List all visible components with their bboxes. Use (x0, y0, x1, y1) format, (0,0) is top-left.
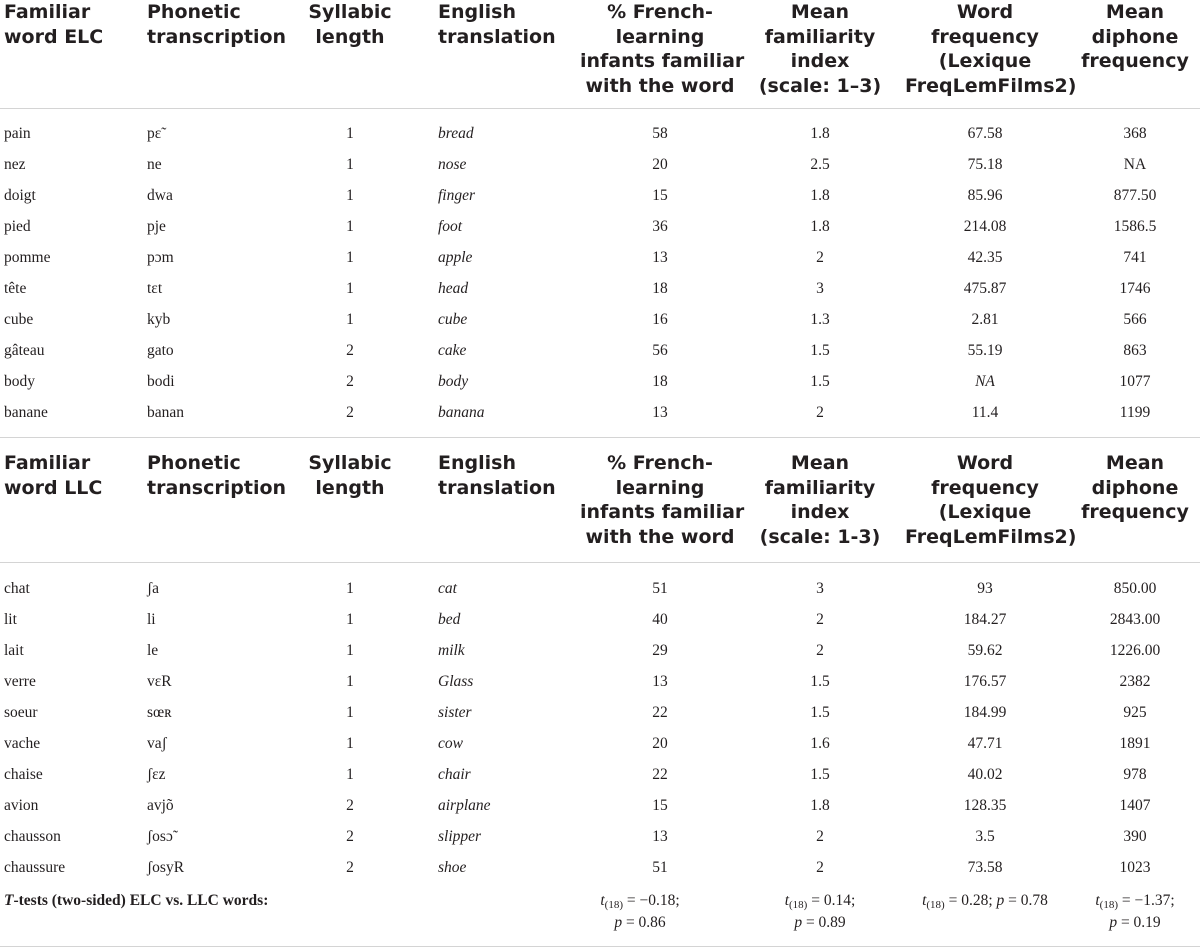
cell-diphone-frequency: 368 (1123, 125, 1147, 142)
cell-phonetic-transcription: kyb (147, 311, 171, 328)
column-header-line: learning (615, 476, 705, 499)
cell-diphone-frequency: 1077 (1119, 373, 1151, 390)
cell-phonetic-transcription: bodi (147, 373, 175, 390)
column-header-line: infants familiar (580, 50, 745, 72)
cell-phonetic-transcription: ne (147, 156, 162, 173)
cell-percent-familiar: 22 (652, 704, 668, 721)
cell-word-frequency: 2.81 (971, 311, 999, 328)
cell-familiarity-index: 2.5 (810, 156, 830, 173)
cell-diphone-frequency: 978 (1123, 766, 1147, 783)
column-header-line: transcription (147, 476, 287, 499)
cell-syllabic-length: 1 (346, 311, 354, 328)
column-header-line: transcription (147, 25, 287, 48)
ttest-familiarity: $t_{(18)} = 0.14$; p = 0.89 (784, 892, 856, 931)
cell-phonetic-transcription: vɛR (147, 673, 172, 690)
column-header-line: Syllabic (308, 1, 392, 23)
cell-familiarity-index: 2 (816, 249, 824, 266)
cell-familiar-word: gâteau (4, 342, 45, 359)
cell-english-translation: cat (438, 580, 457, 597)
column-header-line: English (438, 1, 516, 23)
cell-word-frequency: 93 (977, 580, 993, 597)
cell-diphone-frequency: NA (1123, 156, 1147, 173)
cell-familiar-word: lait (4, 642, 24, 659)
cell-percent-familiar: 16 (652, 311, 668, 328)
column-header-familiar-word (4, 0, 134, 49)
cell-word-frequency: 176.57 (963, 673, 1007, 690)
cell-word-frequency: NA (975, 373, 995, 390)
cell-familiarity-index: 3 (816, 280, 824, 297)
cell-percent-familiar: 22 (652, 766, 668, 783)
cell-familiar-word: avion (4, 797, 39, 814)
cell-word-frequency: 128.35 (963, 797, 1007, 814)
column-header-line: learning (615, 25, 705, 48)
cell-diphone-frequency: 877.50 (1113, 187, 1157, 204)
cell-familiarity-index: 2 (816, 859, 824, 876)
column-header-line: diphone (1091, 25, 1179, 48)
column-header-line: Mean (1105, 452, 1165, 474)
cell-phonetic-transcription: pɛ̃ (147, 125, 162, 142)
cell-syllabic-length: 2 (346, 797, 354, 814)
cell-syllabic-length: 2 (346, 373, 354, 390)
column-header-line: Phonetic (147, 1, 241, 23)
cell-word-frequency: 47.71 (967, 735, 1003, 752)
column-header-line: diphone (1091, 476, 1179, 499)
cell-familiarity-index: 1.5 (810, 704, 830, 721)
cell-familiarity-index: 1.8 (810, 125, 830, 142)
column-header-line: index (790, 50, 850, 72)
ttest-diphone-frequency: $t_{(18)} = -1.37$; p = 0.19 (1095, 892, 1175, 931)
cell-english-translation: apple (438, 249, 473, 266)
column-header-line: translation (438, 476, 556, 499)
column-header-line: index (790, 501, 850, 523)
cell-diphone-frequency: 741 (1123, 249, 1147, 266)
cell-syllabic-length: 1 (346, 735, 354, 752)
column-header-line: translation (438, 25, 556, 48)
cell-syllabic-length: 1 (346, 156, 354, 173)
ttest-word-frequency: $t_{(18)} = 0.28$; p = 0.78 (922, 892, 1048, 911)
cell-familiar-word: vache (4, 735, 41, 752)
column-header-line: (scale: 1-3) (759, 525, 881, 548)
cell-word-frequency: 40.02 (967, 766, 1003, 783)
cell-english-translation: head (438, 280, 469, 297)
column-header-line: Familiar (4, 452, 91, 474)
column-header-phonetic-transcription (147, 451, 297, 500)
column-header-line: familiarity (764, 476, 876, 499)
cell-diphone-frequency: 1746 (1119, 280, 1151, 297)
column-header-line: Word (956, 1, 1014, 23)
cell-english-translation: banana (438, 404, 485, 421)
column-header-line: FreqLemFilms2) (905, 74, 1077, 97)
column-header-percent-familiar (580, 451, 745, 549)
cell-percent-familiar: 36 (652, 218, 668, 235)
column-header-line: English (438, 452, 516, 474)
cell-diphone-frequency: 850.00 (1113, 580, 1157, 597)
cell-word-frequency: 475.87 (963, 280, 1007, 297)
cell-word-frequency: 75.18 (967, 156, 1003, 173)
cell-phonetic-transcription: vaʃ (147, 735, 167, 752)
cell-percent-familiar: 18 (652, 373, 668, 390)
cell-percent-familiar: 15 (652, 187, 668, 204)
column-header-line: Syllabic (308, 452, 392, 474)
cell-syllabic-length: 2 (346, 859, 354, 876)
header-divider-llc (0, 562, 1200, 563)
cell-phonetic-transcription: ʃa (147, 580, 160, 597)
section-divider (0, 437, 1200, 438)
column-header-line: with the word (585, 525, 735, 548)
cell-phonetic-transcription: tɛt (147, 280, 163, 297)
cell-percent-familiar: 51 (652, 580, 668, 597)
cell-familiar-word: pain (4, 125, 31, 142)
cell-syllabic-length: 2 (346, 342, 354, 359)
cell-diphone-frequency: 1407 (1119, 797, 1151, 814)
column-header-line: Mean (790, 1, 850, 23)
cell-diphone-frequency: 1586.5 (1113, 218, 1157, 235)
cell-diphone-frequency: 1023 (1119, 859, 1151, 876)
cell-english-translation: finger (438, 187, 476, 204)
cell-english-translation: cube (438, 311, 468, 328)
cell-percent-familiar: 29 (652, 642, 668, 659)
cell-familiarity-index: 1.5 (810, 673, 830, 690)
cell-word-frequency: 214.08 (963, 218, 1007, 235)
cell-english-translation: Glass (438, 673, 474, 690)
ttest-familiar: $t_{(18)} = -0.18$; p = 0.86 (600, 892, 680, 931)
column-header-phonetic-transcription (147, 0, 297, 49)
column-header-line: % French- (607, 1, 713, 23)
cell-familiar-word: verre (4, 673, 36, 690)
cell-diphone-frequency: 925 (1123, 704, 1147, 721)
cell-syllabic-length: 2 (346, 404, 354, 421)
cell-syllabic-length: 1 (346, 704, 354, 721)
cell-percent-familiar: 20 (652, 735, 668, 752)
cell-diphone-frequency: 1891 (1119, 735, 1151, 752)
cell-diphone-frequency: 390 (1123, 828, 1147, 845)
cell-phonetic-transcription: gato (147, 342, 174, 359)
column-header-line: (Lexique (938, 501, 1032, 523)
cell-familiar-word: soeur (4, 704, 38, 721)
cell-familiarity-index: 1.8 (810, 218, 830, 235)
column-header-line: Mean (790, 452, 850, 474)
cell-percent-familiar: 15 (652, 797, 668, 814)
column-header-line: (Lexique (938, 50, 1032, 72)
column-header-syllabic-length (300, 0, 400, 49)
cell-percent-familiar: 13 (652, 404, 668, 421)
cell-word-frequency: 55.19 (967, 342, 1003, 359)
cell-syllabic-length: 1 (346, 249, 354, 266)
cell-familiar-word: cube (4, 311, 34, 328)
cell-familiarity-index: 2 (816, 828, 824, 845)
cell-phonetic-transcription: li (147, 611, 156, 628)
header-divider-elc (0, 108, 1200, 109)
cell-diphone-frequency: 1199 (1119, 404, 1151, 421)
cell-familiarity-index: 3 (816, 580, 824, 597)
cell-english-translation: airplane (438, 797, 491, 814)
cell-familiar-word: pied (4, 218, 31, 235)
cell-word-frequency: 42.35 (967, 249, 1003, 266)
column-header-line: infants familiar (580, 501, 745, 523)
column-header-diphone-frequency (1070, 451, 1200, 525)
cell-familiarity-index: 2 (816, 642, 824, 659)
cell-percent-familiar: 18 (652, 280, 668, 297)
cell-phonetic-transcription: le (147, 642, 159, 659)
cell-phonetic-transcription: ʃosɔ̃ (147, 828, 173, 845)
cell-phonetic-transcription: pɔm (147, 249, 174, 266)
cell-percent-familiar: 13 (652, 673, 668, 690)
column-header-familiarity-index (750, 451, 890, 549)
cell-diphone-frequency: 566 (1123, 311, 1147, 328)
cell-percent-familiar: 40 (652, 611, 668, 628)
column-header-word-frequency (905, 0, 1077, 98)
column-header-line: with the word (585, 74, 735, 97)
cell-familiar-word: nez (4, 156, 26, 173)
cell-familiarity-index: 1.5 (810, 766, 830, 783)
cell-phonetic-transcription: sœʀ (147, 704, 172, 721)
column-header-syllabic-length (300, 451, 400, 500)
cell-phonetic-transcription: banan (147, 404, 185, 421)
bottom-rule (0, 946, 1200, 947)
cell-familiarity-index: 1.5 (810, 342, 830, 359)
column-header-familiarity-index (750, 0, 890, 98)
cell-word-frequency: 85.96 (967, 187, 1003, 204)
cell-familiarity-index: 2 (816, 404, 824, 421)
cell-familiar-word: banane (4, 404, 48, 421)
cell-diphone-frequency: 1226.00 (1109, 642, 1161, 659)
cell-diphone-frequency: 863 (1123, 342, 1147, 359)
column-header-line: frequency (931, 25, 1039, 48)
column-header-line: Phonetic (147, 452, 241, 474)
cell-familiarity-index: 1.8 (810, 187, 830, 204)
cell-english-translation: shoe (438, 859, 467, 876)
cell-familiar-word: lit (4, 611, 17, 628)
cell-familiar-word: pomme (4, 249, 51, 266)
cell-english-translation: bread (438, 125, 474, 142)
cell-word-frequency: 59.62 (967, 642, 1003, 659)
cell-percent-familiar: 56 (652, 342, 668, 359)
cell-familiar-word: chaise (4, 766, 43, 783)
column-header-line: Mean (1105, 1, 1165, 23)
cell-word-frequency: 11.4 (971, 404, 999, 421)
cell-phonetic-transcription: pje (147, 218, 166, 235)
cell-word-frequency: 73.58 (967, 859, 1003, 876)
cell-word-frequency: 67.58 (967, 125, 1003, 142)
cell-diphone-frequency: 2382 (1119, 673, 1151, 690)
cell-percent-familiar: 13 (652, 828, 668, 845)
cell-syllabic-length: 1 (346, 673, 354, 690)
cell-english-translation: milk (438, 642, 465, 659)
cell-phonetic-transcription: avjõ (147, 797, 174, 814)
column-header-english-translation (438, 0, 578, 49)
column-header-english-translation (438, 451, 578, 500)
column-header-line: Word (956, 452, 1014, 474)
column-header-line: word LLC (4, 476, 103, 499)
cell-phonetic-transcription: ʃosyR (147, 859, 185, 876)
cell-syllabic-length: 1 (346, 218, 354, 235)
ttest-label: T-tests (two-sided) ELC vs. LLC words: (4, 892, 269, 909)
cell-syllabic-length: 1 (346, 187, 354, 204)
column-header-line: frequency (1081, 50, 1189, 72)
cell-syllabic-length: 1 (346, 125, 354, 142)
column-header-line: length (315, 25, 385, 48)
cell-english-translation: sister (438, 704, 472, 721)
cell-familiarity-index: 1.6 (810, 735, 830, 752)
column-header-familiar-word (4, 451, 134, 500)
cell-familiar-word: tête (4, 280, 27, 297)
cell-syllabic-length: 1 (346, 766, 354, 783)
cell-syllabic-length: 1 (346, 611, 354, 628)
cell-familiarity-index: 2 (816, 611, 824, 628)
cell-word-frequency: 3.5 (975, 828, 995, 845)
cell-percent-familiar: 20 (652, 156, 668, 173)
cell-syllabic-length: 2 (346, 828, 354, 845)
column-header-line: frequency (931, 476, 1039, 499)
cell-phonetic-transcription: dwa (147, 187, 173, 204)
column-header-line: word ELC (4, 25, 104, 48)
cell-percent-familiar: 51 (652, 859, 668, 876)
cell-word-frequency: 184.27 (963, 611, 1007, 628)
cell-familiar-word: doigt (4, 187, 36, 204)
cell-english-translation: nose (438, 156, 467, 173)
cell-word-frequency: 184.99 (963, 704, 1007, 721)
cell-english-translation: bed (438, 611, 461, 628)
cell-syllabic-length: 1 (346, 642, 354, 659)
cell-familiarity-index: 1.8 (810, 797, 830, 814)
cell-phonetic-transcription: ʃɛz (147, 766, 166, 783)
column-header-line: familiarity (764, 25, 876, 48)
column-header-diphone-frequency (1070, 0, 1200, 74)
column-header-percent-familiar (580, 0, 745, 98)
cell-syllabic-length: 1 (346, 580, 354, 597)
column-header-line: (scale: 1–3) (758, 74, 882, 97)
column-header-line: frequency (1081, 501, 1189, 523)
cell-english-translation: cow (438, 735, 463, 752)
column-header-line: % French- (607, 452, 713, 474)
cell-english-translation: foot (438, 218, 463, 235)
cell-english-translation: chair (438, 766, 471, 783)
cell-english-translation: slipper (438, 828, 482, 845)
cell-familiar-word: chat (4, 580, 30, 597)
cell-familiar-word: chaussure (4, 859, 66, 876)
column-header-word-frequency (905, 451, 1077, 549)
cell-english-translation: body (438, 373, 469, 390)
column-header-line: length (315, 476, 385, 499)
cell-percent-familiar: 58 (652, 125, 668, 142)
cell-syllabic-length: 1 (346, 280, 354, 297)
column-header-line: FreqLemFilms2) (905, 525, 1077, 548)
cell-familiar-word: body (4, 373, 35, 390)
column-header-line: Familiar (4, 1, 91, 23)
cell-diphone-frequency: 2843.00 (1109, 611, 1161, 628)
cell-percent-familiar: 13 (652, 249, 668, 266)
cell-english-translation: cake (438, 342, 467, 359)
cell-familiar-word: chausson (4, 828, 61, 845)
cell-familiarity-index: 1.5 (810, 373, 830, 390)
cell-familiarity-index: 1.3 (810, 311, 830, 328)
